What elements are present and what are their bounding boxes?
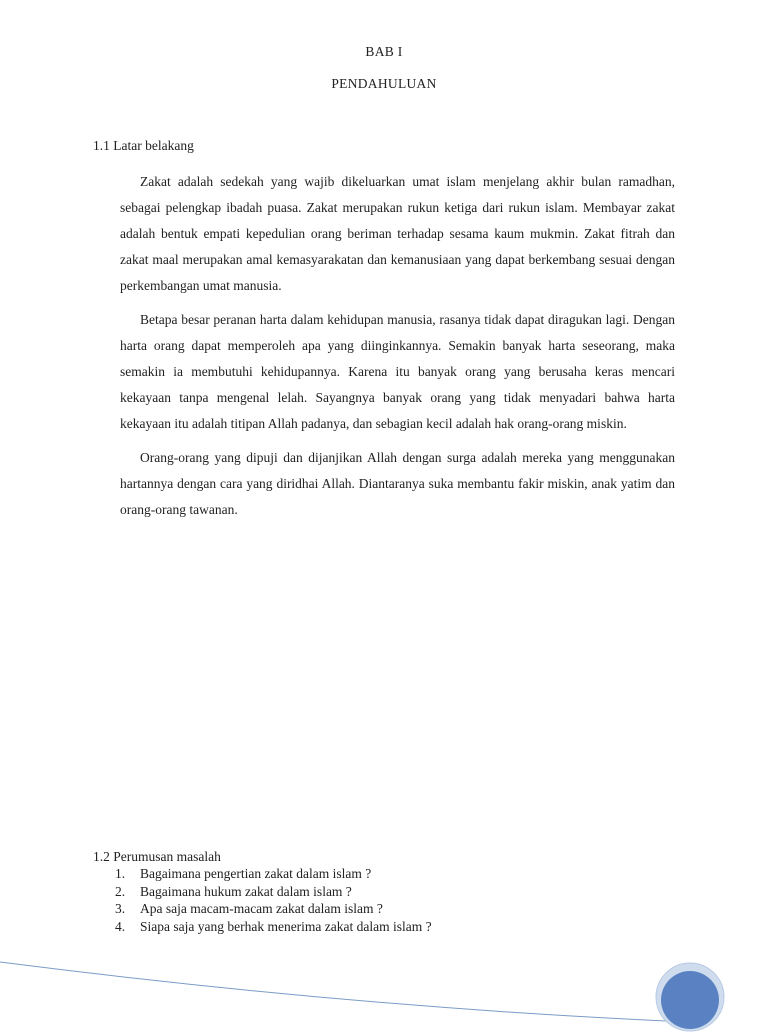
list-item xyxy=(115,865,432,883)
list-item-number: 1. xyxy=(115,866,126,881)
paragraph: Zakat adalah sedekah yang wajib dikeluarkan umat islam menjelang akhir bulan ramadhan, sebagai pelengkap ibadah puasa. Zakat merupakan rukun ketiga dari rukun islam. Membayar zakat adalah bentuk empati kepedulian orang beriman terhadap sesama kaum mukmin. Zakat fitrah dan zakat maal merupakan amal kemasyarakatan dan kemanusiaan yang dapat berkembang sesuai dengan perkembangan umat manusia. xyxy=(120,174,675,293)
section-body-background xyxy=(120,169,675,531)
problem-list xyxy=(115,865,432,935)
chapter-label: BAB I xyxy=(365,44,403,59)
list-item-text: Siapa saja yang berhak menerima zakat dalam islam ? xyxy=(140,918,432,934)
list-item-text: Apa saja macam-macam zakat dalam islam ? xyxy=(140,901,383,916)
list-item-number: 4. xyxy=(115,918,126,934)
list-item xyxy=(115,883,432,901)
section-heading-background: 1.1 Latar belakang xyxy=(93,138,194,153)
list-item xyxy=(115,900,432,918)
paragraph: Betapa besar peranan harta dalam kehidupan manusia, rasanya tidak dapat diragukan lagi. Dengan harta orang dapat memperoleh apa yang diinginkannya. Semakin banyak harta seseorang, maka semakin ia membutuhi kehidupannya. Karena itu banyak orang yang berusaha keras mencari kekayaan tanpa mengenal lelah. Sayangnya banyak orang yang tidak menyadari bahwa harta kekayaan itu adalah titipan Allah padanya, dan sebagian kecil adalah hak orang-orang miskin. xyxy=(120,312,675,431)
list-item-text: Bagaimana pengertian zakat dalam islam ? xyxy=(140,866,372,881)
list-item-number: 2. xyxy=(115,883,126,899)
section-heading-problem: 1.2 Perumusan masalah xyxy=(93,849,221,864)
list-item xyxy=(115,918,432,936)
list-item-number: 3. xyxy=(115,901,126,916)
chapter-title: PENDAHULUAN xyxy=(331,76,437,91)
list-item-text: Bagaimana hukum zakat dalam islam ? xyxy=(140,883,352,899)
paragraph: Orang-orang yang dipuji dan dijanjikan Allah dengan surga adalah mereka yang menggunakan hartannya dengan cara yang diridhai Allah. Diantaranya suka membantu fakir miskin, anak yatim dan orang-orang tawanan. xyxy=(120,450,675,517)
footer-decorative-line xyxy=(0,950,768,1030)
footer-decorative-circle xyxy=(655,962,725,1032)
